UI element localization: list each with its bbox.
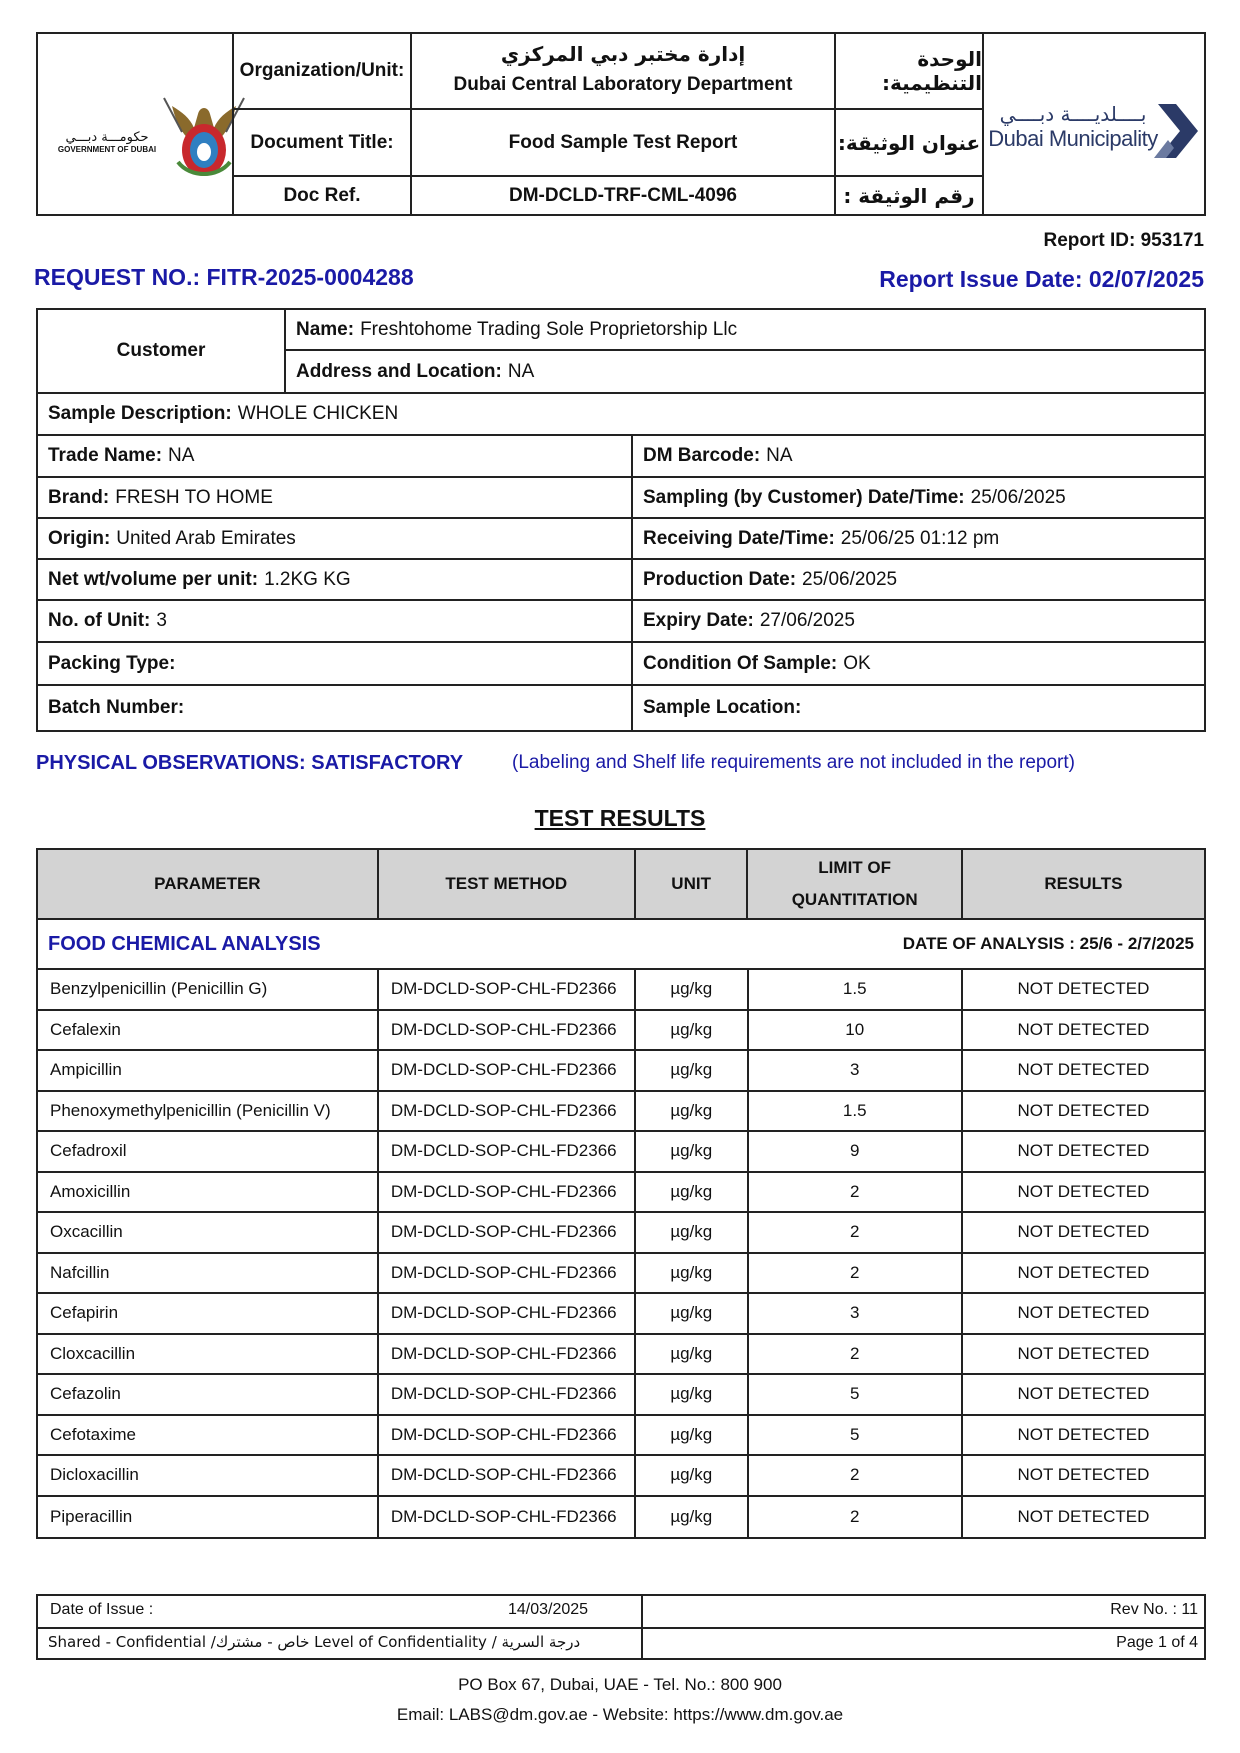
result-cell: NOT DETECTED: [961, 1132, 1204, 1171]
analysis-date: DATE OF ANALYSIS : 25/6 - 2/7/2025: [902, 934, 1194, 953]
loq-cell: 2: [747, 1497, 961, 1538]
unit-cell: µg/kg: [634, 970, 747, 1009]
column-header-method: TEST METHOD: [377, 850, 634, 918]
loq-cell: 2: [747, 1456, 961, 1495]
result-cell: NOT DETECTED: [961, 1051, 1204, 1090]
unit-cell: µg/kg: [634, 1416, 747, 1455]
result-cell: NOT DETECTED: [961, 1092, 1204, 1131]
table-row: [38, 1335, 1204, 1376]
table-row: [38, 1213, 1204, 1254]
production-date-label: Production Date:: [642, 568, 797, 590]
test-method-cell: DM-DCLD-SOP-CHL-FD2366: [377, 1497, 634, 1538]
unit-cell: µg/kg: [634, 1173, 747, 1212]
contact-line: Email: LABS@dm.gov.ae - Website: https://www.dm.gov.ae: [396, 1705, 844, 1724]
trade-name-value: NA: [168, 445, 195, 466]
result-cell: NOT DETECTED: [961, 1294, 1204, 1333]
government-of-dubai-logo: [52, 84, 262, 194]
batch-number-label: Batch Number:: [48, 697, 185, 718]
expiry-date-value: 27/06/2025: [759, 610, 855, 631]
test-method-cell: DM-DCLD-SOP-CHL-FD2366: [377, 1092, 634, 1131]
table-row: [38, 970, 1204, 1011]
sample-description-row: [38, 394, 1204, 436]
result-cell: NOT DETECTED: [961, 970, 1204, 1009]
table-row: [38, 1375, 1204, 1416]
org-label-arabic: الوحدة التنظيمية:: [881, 47, 982, 95]
unit-count-label: No. of Unit:: [48, 610, 151, 631]
customer-label: Customer: [38, 310, 286, 392]
table-row: [38, 1011, 1204, 1052]
parameter-cell: Cefalexin: [50, 1019, 121, 1039]
parameter-cell: Oxcacillin: [50, 1222, 123, 1242]
test-method-cell: DM-DCLD-SOP-CHL-FD2366: [377, 970, 634, 1009]
test-method-cell: DM-DCLD-SOP-CHL-FD2366: [377, 1213, 634, 1252]
receiving-date-label: Receiving Date/Time:: [642, 527, 835, 549]
result-cell: NOT DETECTED: [961, 1456, 1204, 1495]
info-row: [38, 478, 1204, 519]
net-weight-value: 1.2KG KG: [264, 568, 351, 590]
production-date-value: 25/06/2025: [802, 568, 898, 590]
test-method-cell: DM-DCLD-SOP-CHL-FD2366: [377, 1375, 634, 1414]
loq-cell: 1.5: [747, 1092, 961, 1131]
unit-cell: µg/kg: [634, 1213, 747, 1252]
result-cell: NOT DETECTED: [961, 1416, 1204, 1455]
origin-value: United Arab Emirates: [116, 527, 296, 549]
customer-address-label: Address and Location:: [296, 360, 502, 382]
loq-cell: 2: [747, 1335, 961, 1374]
result-cell: NOT DETECTED: [961, 1335, 1204, 1374]
column-header-results: RESULTS: [961, 850, 1204, 918]
report-issue-date: Report Issue Date: 02/07/2025: [879, 266, 1204, 292]
expiry-date-label: Expiry Date:: [642, 610, 754, 631]
dm-chevron-icon: [1154, 104, 1202, 158]
test-method-cell: DM-DCLD-SOP-CHL-FD2366: [377, 1456, 634, 1495]
test-method-cell: DM-DCLD-SOP-CHL-FD2366: [377, 1254, 634, 1293]
net-weight-label: Net wt/volume per unit:: [48, 568, 259, 590]
packing-type-label: Packing Type:: [48, 652, 176, 674]
table-row: [38, 1456, 1204, 1497]
analysis-section-row: [38, 920, 1204, 970]
brand-label: Brand:: [48, 486, 110, 508]
org-value: [412, 38, 834, 108]
loq-cell: 3: [747, 1294, 961, 1333]
test-method-cell: DM-DCLD-SOP-CHL-FD2366: [377, 1416, 634, 1455]
test-method-cell: DM-DCLD-SOP-CHL-FD2366: [377, 1294, 634, 1333]
loq-cell: 10: [747, 1011, 961, 1050]
dm-barcode-label: DM Barcode:: [642, 445, 761, 466]
government-logo-english: GOVERNMENT OF DUBAI: [57, 145, 157, 154]
table-row: [38, 1132, 1204, 1173]
brand-value: FRESH TO HOME: [115, 486, 273, 508]
doc-title-label: Document Title:: [250, 131, 394, 153]
sample-location-label: Sample Location:: [642, 697, 802, 718]
table-row: [38, 1051, 1204, 1092]
request-number: REQUEST NO.: FITR-2025-0004288: [34, 264, 414, 290]
doc-ref-label-arabic: رقم الوثيقة :: [843, 183, 975, 208]
sample-info-table: [36, 308, 1206, 732]
revision-number: Rev No. : 11: [1110, 1601, 1198, 1618]
parameter-cell: Phenoxymethylpenicillin (Penicillin V): [50, 1100, 331, 1120]
receiving-date-value: 25/06/25 01:12 pm: [840, 527, 1000, 549]
parameter-cell: Cefapirin: [50, 1303, 119, 1323]
loq-cell: 1.5: [747, 970, 961, 1009]
doc-title-label-arabic: عنوان الوثيقة:: [837, 130, 981, 155]
parameter-cell: Dicloxacillin: [50, 1465, 139, 1485]
column-header-unit: UNIT: [634, 850, 747, 918]
parameter-cell: Benzylpenicillin (Penicillin G): [50, 979, 268, 999]
doc-ref-value: DM-DCLD-TRF-CML-4096: [509, 184, 737, 206]
sample-description-label: Sample Description:: [48, 403, 232, 424]
unit-cell: µg/kg: [634, 1375, 747, 1414]
customer-row: [38, 310, 1204, 394]
unit-cell: µg/kg: [634, 1456, 747, 1495]
parameter-cell: Nafcillin: [50, 1262, 110, 1282]
info-row: [38, 686, 1204, 730]
loq-cell: 5: [747, 1416, 961, 1455]
doc-ref-label: Doc Ref.: [283, 184, 361, 206]
unit-cell: µg/kg: [634, 1294, 747, 1333]
test-results-title-text: TEST RESULTS: [534, 805, 706, 831]
result-cell: NOT DETECTED: [961, 1213, 1204, 1252]
dm-logo-english: Dubai Municipality: [988, 126, 1158, 151]
test-method-cell: DM-DCLD-SOP-CHL-FD2366: [377, 1132, 634, 1171]
org-value-arabic: إدارة مختبر دبي المركزي: [500, 42, 746, 66]
results-header-row: [38, 850, 1204, 920]
loq-cell: 2: [747, 1173, 961, 1212]
trade-name-label: Trade Name:: [48, 445, 163, 466]
loq-cell: 5: [747, 1375, 961, 1414]
info-row: [38, 436, 1204, 478]
unit-cell: µg/kg: [634, 1335, 747, 1374]
sample-description-value: WHOLE CHICKEN: [237, 403, 399, 424]
government-logo-arabic: حكومـــة دبـــي: [65, 130, 149, 145]
info-row: [38, 643, 1204, 686]
loq-cell: 3: [747, 1051, 961, 1090]
unit-count-value: 3: [156, 610, 167, 631]
parameter-cell: Ampicillin: [50, 1060, 122, 1080]
result-cell: NOT DETECTED: [961, 1254, 1204, 1293]
table-row: [38, 1294, 1204, 1335]
physical-observations-note: (Labeling and Shelf life requirements are not included in the report): [512, 752, 1075, 773]
page-number: Page 1 of 4: [1116, 1634, 1198, 1651]
dm-logo-arabic: بــــلديــــة دبــــي: [999, 102, 1147, 126]
date-of-issue-label: Date of Issue :: [50, 1601, 154, 1618]
table-row: [38, 1254, 1204, 1295]
unit-cell: µg/kg: [634, 1254, 747, 1293]
parameter-cell: Piperacillin: [50, 1506, 133, 1526]
parameter-cell: Cloxcacillin: [50, 1343, 136, 1363]
confidentiality-level: Shared - Confidential /خاص - مشترك Level of Confidentiality / درجة السرية: [48, 1633, 581, 1651]
loq-cell: 9: [747, 1132, 961, 1171]
sample-condition-value: OK: [843, 652, 871, 674]
sampling-date-label: Sampling (by Customer) Date/Time:: [642, 486, 965, 508]
loq-cell: 2: [747, 1254, 961, 1293]
parameter-cell: Cefotaxime: [50, 1424, 136, 1444]
test-method-cell: DM-DCLD-SOP-CHL-FD2366: [377, 1011, 634, 1050]
unit-cell: µg/kg: [634, 1132, 747, 1171]
info-row: [38, 601, 1204, 643]
org-label: Organization/Unit:: [239, 60, 405, 81]
unit-cell: µg/kg: [634, 1011, 747, 1050]
document-footer: [36, 1594, 1206, 1660]
sample-condition-label: Condition Of Sample:: [642, 652, 838, 674]
parameter-cell: Cefazolin: [50, 1384, 121, 1404]
test-method-cell: DM-DCLD-SOP-CHL-FD2366: [377, 1335, 634, 1374]
info-row: [38, 519, 1204, 560]
test-method-cell: DM-DCLD-SOP-CHL-FD2366: [377, 1051, 634, 1090]
table-row: [38, 1497, 1204, 1538]
address-line: PO Box 67, Dubai, UAE - Tel. No.: 800 900: [458, 1675, 782, 1694]
sampling-date-value: 25/06/2025: [970, 486, 1066, 508]
test-results-table: [36, 848, 1206, 1539]
customer-address-value: NA: [507, 360, 535, 382]
table-row: [38, 1173, 1204, 1214]
report-id: Report ID: 953171: [1043, 230, 1204, 251]
info-row: [38, 560, 1204, 601]
analysis-section-title: FOOD CHEMICAL ANALYSIS: [48, 932, 321, 955]
customer-name-label: Name:: [296, 318, 355, 340]
dm-barcode-value: NA: [766, 445, 793, 466]
table-row: [38, 1092, 1204, 1133]
date-of-issue-value: 14/03/2025: [508, 1601, 589, 1618]
table-row: [38, 1416, 1204, 1457]
dubai-municipality-logo: [984, 34, 1204, 216]
loq-cell: 2: [747, 1213, 961, 1252]
org-value-english: Dubai Central Laboratory Department: [453, 74, 793, 95]
origin-label: Origin:: [48, 527, 111, 549]
result-cell: NOT DETECTED: [961, 1497, 1204, 1538]
customer-name-value: Freshtohome Trading Sole Proprietorship Llc: [360, 318, 738, 340]
test-results-title: [0, 805, 1240, 832]
parameter-cell: Cefadroxil: [50, 1141, 127, 1161]
unit-cell: µg/kg: [634, 1092, 747, 1131]
unit-cell: µg/kg: [634, 1051, 747, 1090]
doc-title-value: Food Sample Test Report: [508, 131, 738, 153]
parameter-cell: Amoxicillin: [50, 1181, 131, 1201]
result-cell: NOT DETECTED: [961, 1173, 1204, 1212]
physical-observations: PHYSICAL OBSERVATIONS: SATISFACTORY: [36, 752, 464, 774]
column-header-loq: LIMIT OF QUANTITATION: [746, 850, 960, 918]
test-method-cell: DM-DCLD-SOP-CHL-FD2366: [377, 1173, 634, 1212]
result-cell: NOT DETECTED: [961, 1011, 1204, 1050]
column-header-parameter: PARAMETER: [154, 874, 261, 893]
document-header: [36, 32, 1206, 216]
result-cell: NOT DETECTED: [961, 1375, 1204, 1414]
unit-cell: µg/kg: [634, 1497, 747, 1538]
